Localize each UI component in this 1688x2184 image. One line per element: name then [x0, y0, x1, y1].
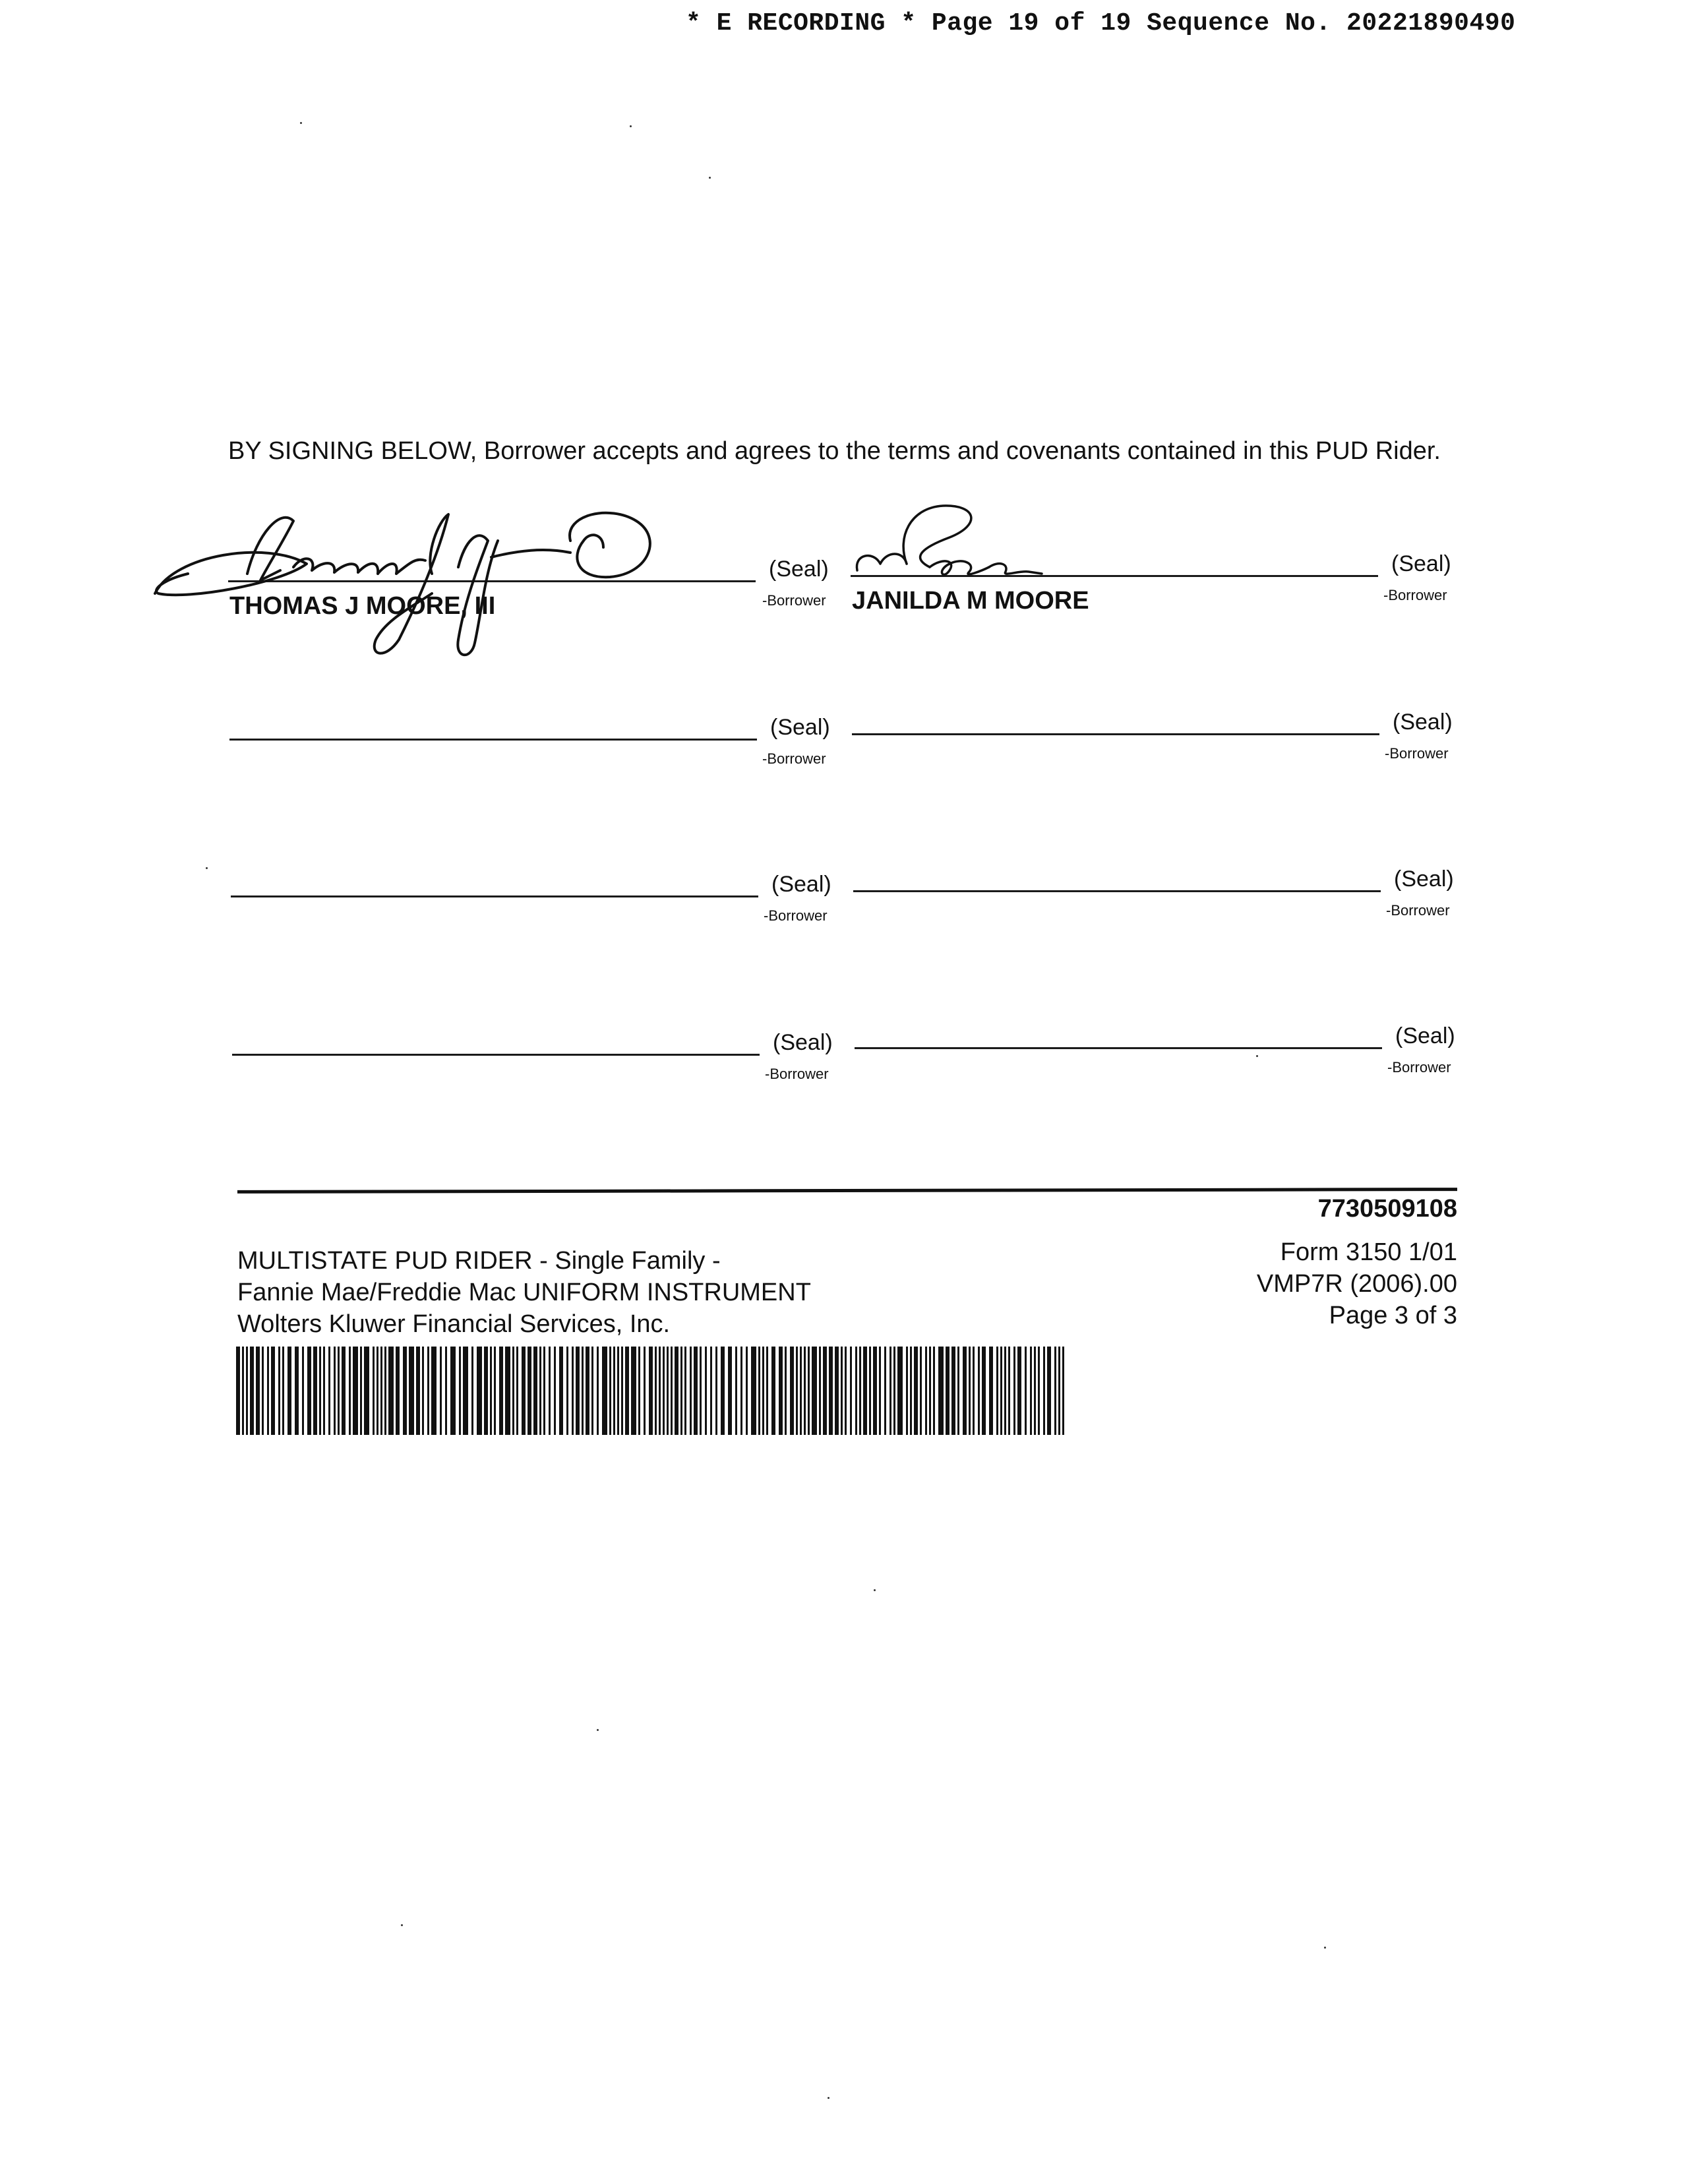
signature-block-borrower-4	[852, 694, 1459, 773]
barcode-gap	[1064, 1347, 1067, 1435]
borrower-role-label: -Borrower	[765, 1066, 829, 1082]
signature-line	[232, 1054, 760, 1056]
form-title-line: MULTISTATE PUD RIDER - Single Family -	[237, 1247, 721, 1275]
barcode-bar	[938, 1347, 944, 1435]
footer-rule	[237, 1188, 1457, 1194]
seal-label: (Seal)	[769, 557, 829, 582]
barcode-bar	[353, 1347, 358, 1435]
form-number: Form 3150 1/01	[1280, 1238, 1457, 1266]
barcode-bar	[477, 1347, 482, 1435]
barcode	[236, 1347, 1067, 1435]
barcode-bar	[631, 1347, 636, 1435]
signature-block-borrower-1	[228, 541, 835, 620]
page-indicator: Page 3 of 3	[1329, 1302, 1457, 1329]
borrower-name: THOMAS J MOORE, III	[229, 592, 496, 620]
seal-label: (Seal)	[1395, 1023, 1455, 1048]
signature-line	[853, 890, 1381, 892]
borrower-role-label: -Borrower	[764, 907, 828, 924]
recording-header: * E RECORDING * Page 19 of 19 Sequence No. 20221890490	[686, 9, 1516, 38]
signature-line	[231, 895, 758, 897]
barcode-bar	[751, 1347, 756, 1435]
scan-speck	[874, 1589, 876, 1591]
scan-speck	[300, 122, 302, 124]
seal-label: (Seal)	[773, 1030, 833, 1055]
signature-block-borrower-3	[229, 699, 836, 778]
signature-block-borrower-8	[855, 1008, 1461, 1087]
barcode-bar	[409, 1347, 414, 1435]
scan-speck	[1324, 1947, 1326, 1949]
form-title-line: Wolters Kluwer Financial Services, Inc.	[237, 1310, 671, 1338]
signature-line	[228, 580, 756, 582]
barcode-bar	[450, 1347, 456, 1435]
scan-speck	[828, 2097, 829, 2099]
signature-line	[851, 575, 1378, 577]
borrower-role-label: -Borrower	[762, 750, 826, 767]
signature-block-borrower-7	[232, 1014, 839, 1093]
seal-label: (Seal)	[770, 715, 830, 740]
signature-block-borrower-5	[231, 856, 837, 935]
form-title-line: Fannie Mae/Freddie Mac UNIFORM INSTRUMENT	[237, 1279, 811, 1306]
seal-label: (Seal)	[1391, 551, 1451, 576]
borrower-role-label: -Borrower	[1383, 587, 1447, 603]
barcode-bar	[431, 1347, 437, 1435]
form-identifiers	[1174, 1236, 1457, 1331]
seal-label: (Seal)	[771, 872, 831, 897]
loan-number: 7730509108	[1317, 1195, 1457, 1223]
scan-speck	[709, 177, 711, 179]
signature-block-borrower-6	[853, 851, 1460, 930]
borrower-role-label: -Borrower	[1385, 745, 1449, 762]
barcode-bar	[812, 1347, 817, 1435]
signature-line	[852, 733, 1379, 735]
vmp-code: VMP7R (2006).00	[1256, 1270, 1457, 1298]
signature-block-borrower-2	[851, 535, 1457, 615]
signature-line	[855, 1047, 1382, 1049]
scan-speck	[401, 1924, 403, 1926]
barcode-bar	[388, 1347, 394, 1435]
scan-speck	[206, 867, 208, 869]
barcode-bar	[602, 1347, 607, 1435]
signature-line	[229, 739, 757, 741]
borrower-role-label: -Borrower	[1387, 1059, 1451, 1076]
barcode-bar	[505, 1347, 510, 1435]
seal-label: (Seal)	[1394, 866, 1454, 892]
borrower-role-label: -Borrower	[1386, 902, 1450, 919]
barcode-bar	[897, 1347, 903, 1435]
seal-label: (Seal)	[1393, 710, 1453, 735]
barcode-bar	[364, 1347, 369, 1435]
scan-speck	[597, 1729, 599, 1731]
scan-speck	[1256, 1055, 1258, 1057]
borrower-role-label: -Borrower	[762, 592, 826, 609]
borrower-name: JANILDA M MOORE	[852, 587, 1089, 615]
barcode-bar	[463, 1347, 468, 1435]
form-title	[237, 1245, 897, 1340]
scan-speck	[630, 125, 632, 127]
signing-statement: BY SIGNING BELOW, Borrower accepts and agrees to the terms and covenants contained in this PUD Rider.	[228, 437, 1441, 465]
